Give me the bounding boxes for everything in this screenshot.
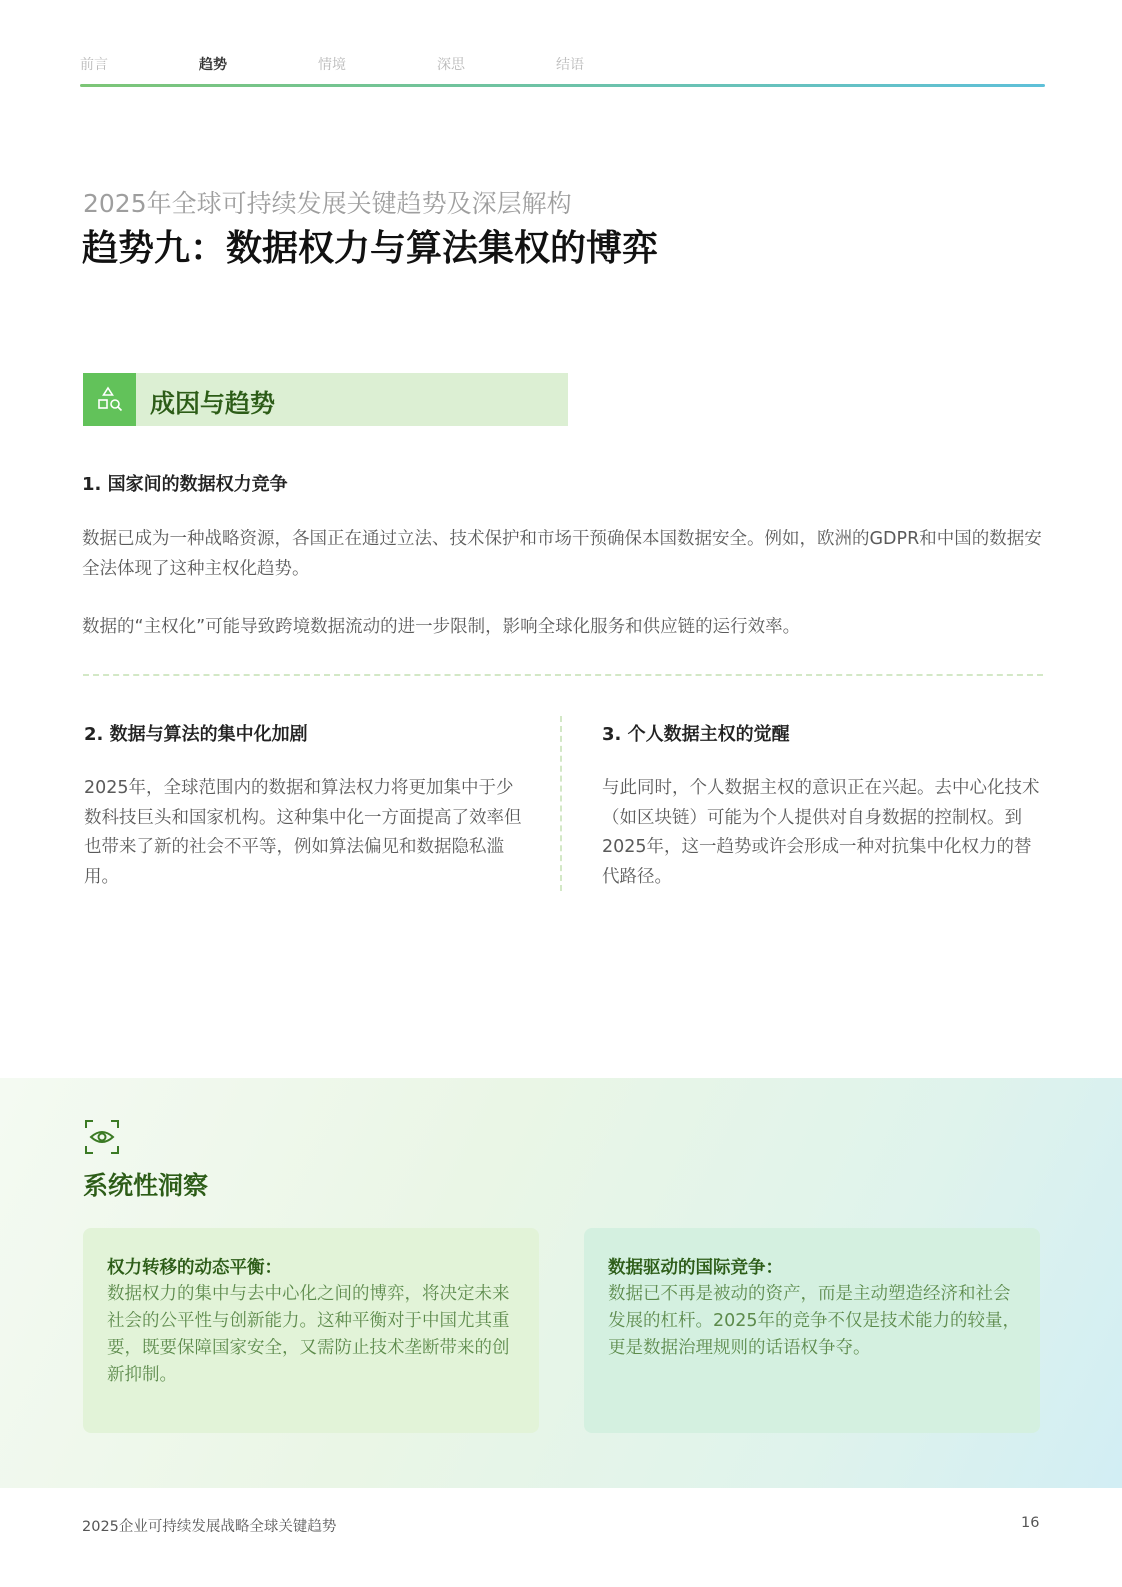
nav-tab-conclusion[interactable]: 结语 [556,57,584,73]
insight-card-power-balance [83,1228,539,1433]
point-1-heading: 1. 国家间的数据权力竞争 [82,474,288,495]
section-header [83,373,568,426]
nav-tab-preface[interactable]: 前言 [80,57,108,73]
insight-card-title: 权力转移的动态平衡： [107,1258,282,1278]
nav-tab-scenarios[interactable]: 情境 [318,57,346,73]
section-title: 成因与趋势 [150,389,276,418]
page-title: 趋势九：数据权力与算法集权的博弈 [82,228,659,269]
page-supertitle: 2025年全球可持续发展关键趋势及深层解构 [83,189,572,218]
nav-tab-trends[interactable]: 趋势 [199,57,227,73]
top-nav [80,50,1045,90]
footer-text: 2025企业可持续发展战略全球关键趋势 [82,1519,337,1535]
point-2-heading: 2. 数据与算法的集中化加剧 [84,724,308,745]
nav-tab-reflection[interactable]: 深思 [437,57,465,73]
point-1-paragraph-2: 数据的“主权化”可能导致跨境数据流动的进一步限制，影响全球化服务和供应链的运行效率。 [82,617,801,637]
shapes-search-icon [96,385,124,413]
point-2-paragraph: 2025年，全球范围内的数据和算法权力将更加集中于少数科技巨头和国家机构。这种集中化一方面提高了效率但也带来了新的社会不平等，例如算法偏见和数据隐私滥用。 [84,778,522,887]
dashed-divider-vertical [560,716,562,891]
point-3-paragraph: 与此同时，个人数据主权的意识正在兴起。去中心化技术（如区块链）可能为个人提供对自身数据的控制权。到2025年，这一趋势或许会形成一种对抗集中化权力的替代路径。 [602,778,1040,887]
insight-card-title: 数据驱动的国际竞争： [608,1258,783,1278]
insight-card-body: 数据已不再是被动的资产，而是主动塑造经济和社会发展的杠杆。2025年的竞争不仅是技术能力的较量，更是数据治理规则的话语权争夺。 [608,1284,1021,1358]
insight-card-body: 数据权力的集中与去中心化之间的博弈，将决定未来社会的公平性与创新能力。这种平衡对于中国尤其重要，既要保障国家安全，又需防止技术垄断带来的创新抑制。 [107,1284,510,1385]
point-3-heading: 3. 个人数据主权的觉醒 [602,724,790,745]
insight-title: 系统性洞察 [83,1171,209,1200]
point-1-paragraph-1: 数据已成为一种战略资源，各国正在通过立法、技术保护和市场干预确保本国数据安全。例如，欧洲的GDPR和中国的数据安全法体现了这种主权化趋势。 [82,529,1042,579]
page-number: 16 [1021,1515,1040,1531]
insight-card-data-competition [584,1228,1040,1433]
section-icon-box [83,373,136,426]
nav-underline [80,84,1045,87]
dashed-divider-horizontal [83,674,1043,676]
eye-icon [85,1120,119,1154]
